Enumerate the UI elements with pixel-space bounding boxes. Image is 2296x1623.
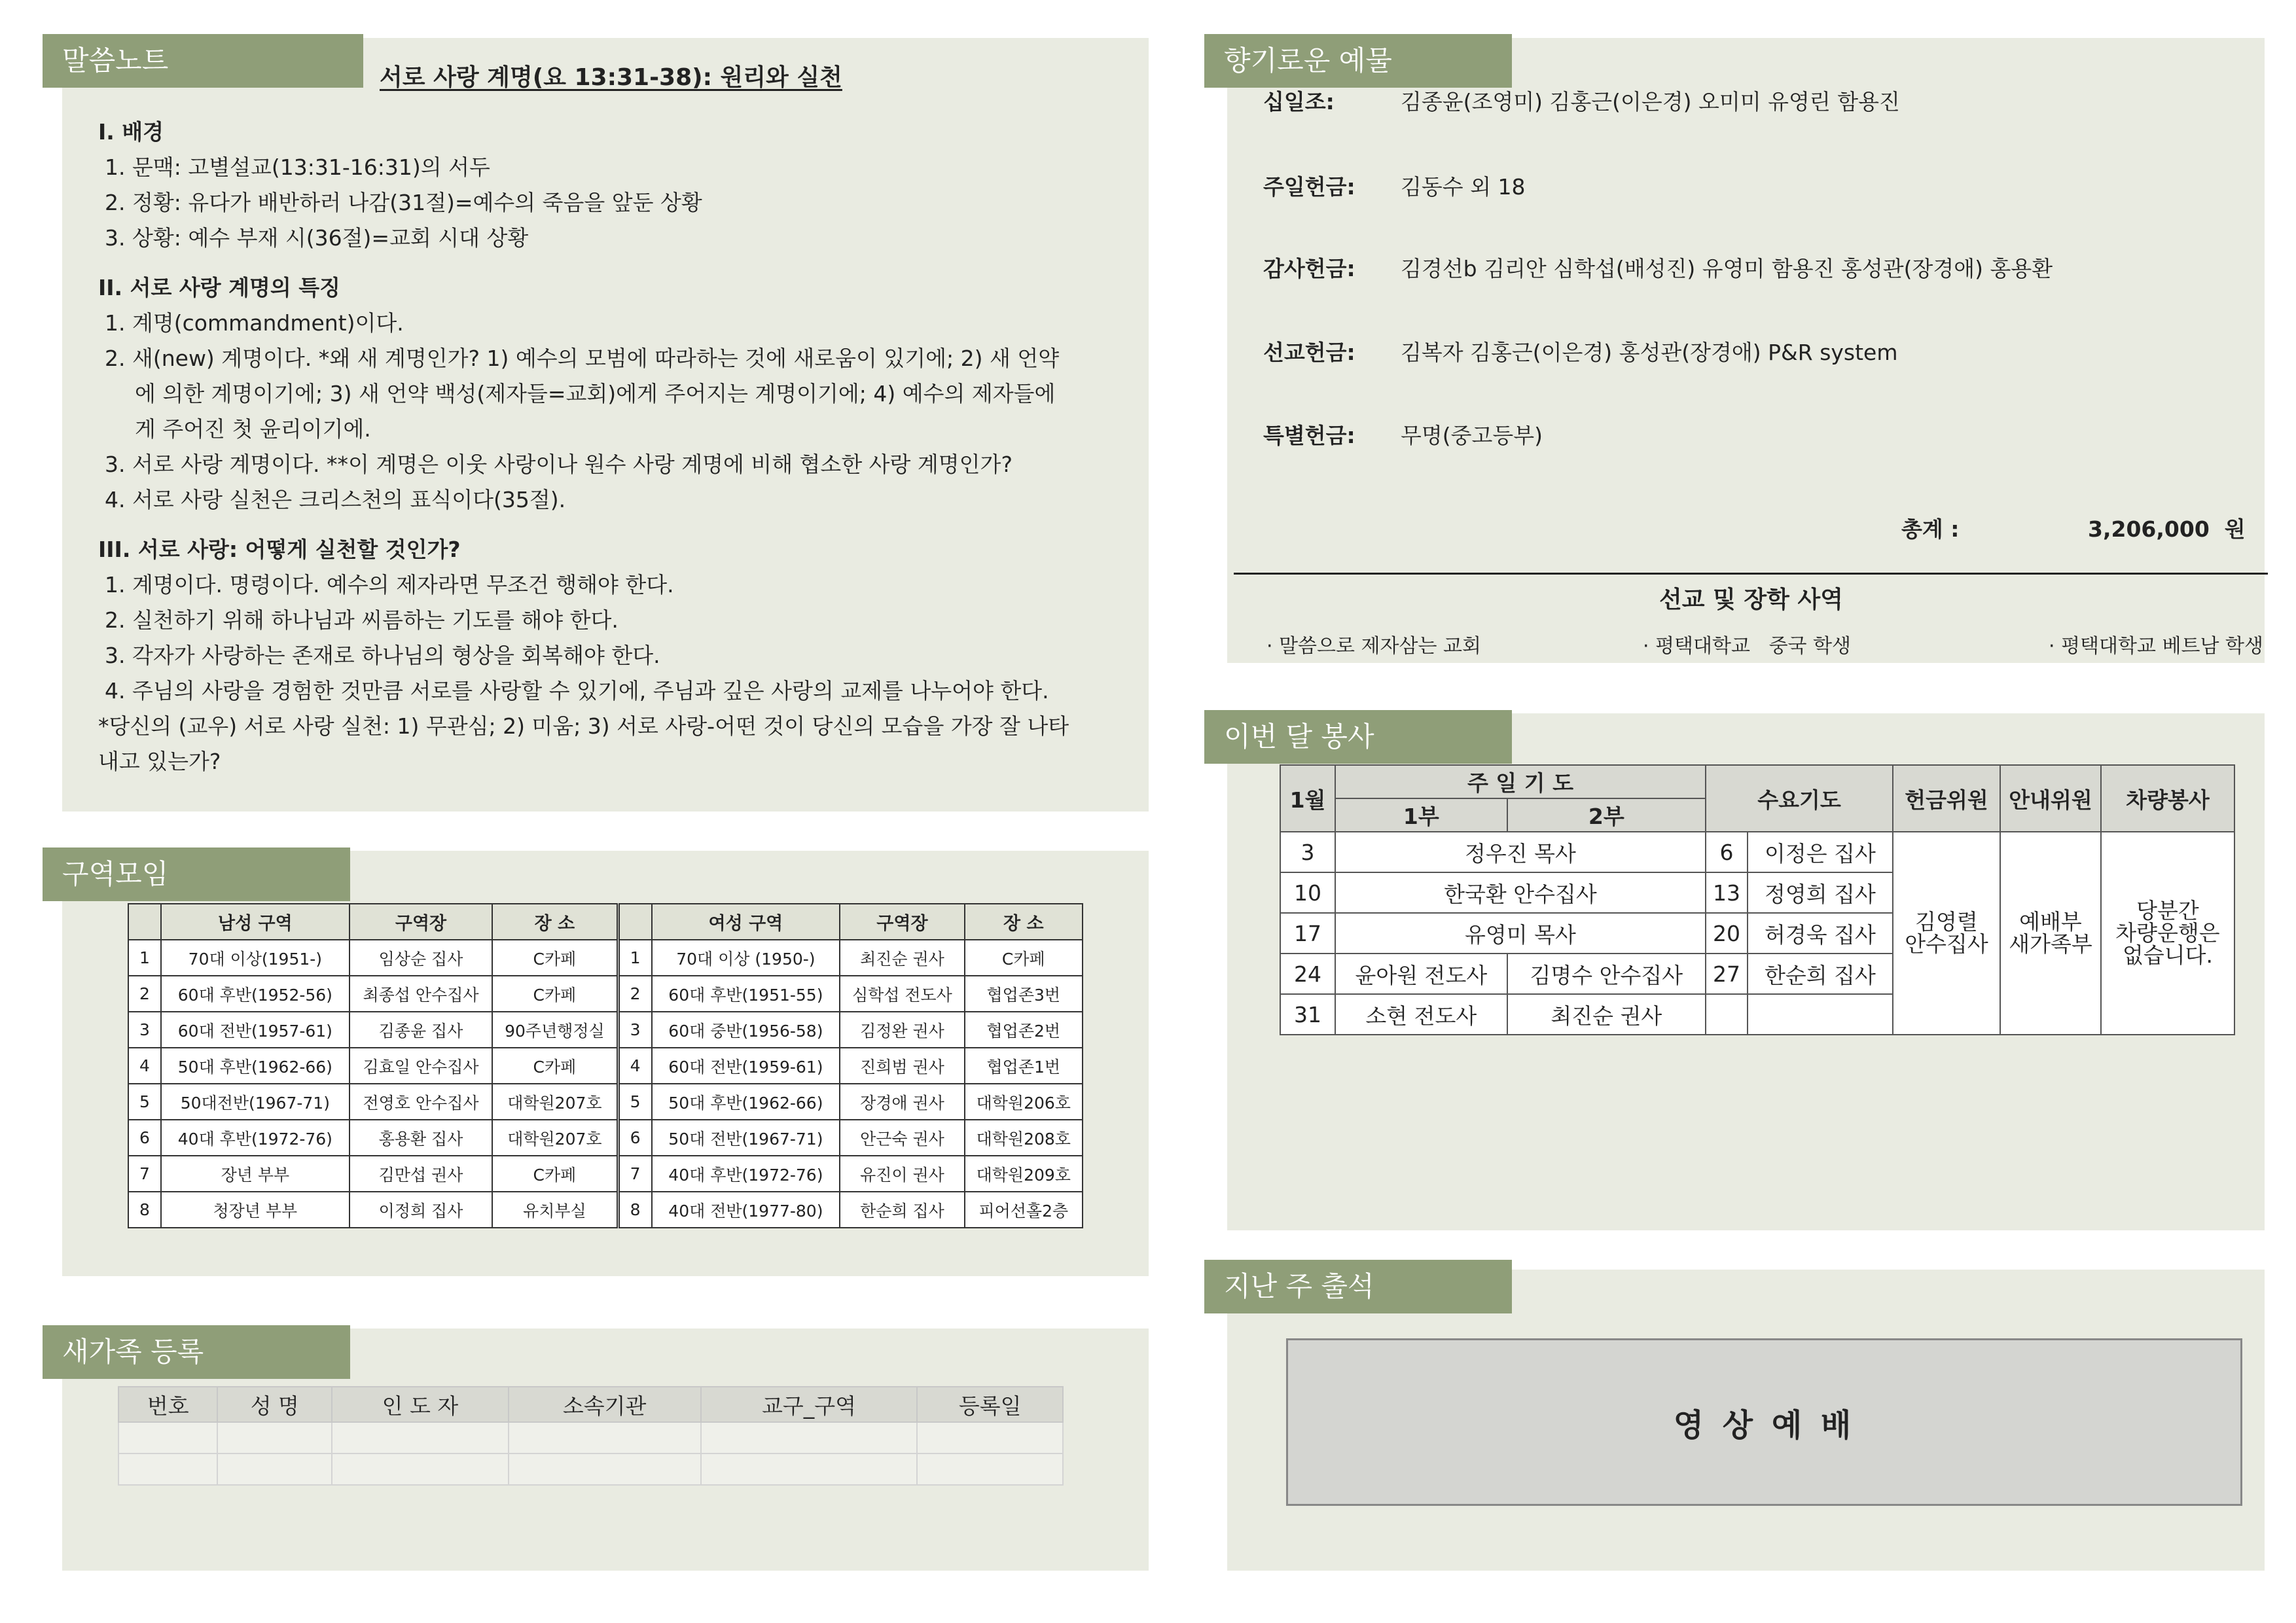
sermon-item: 3. 서로 사랑 계명이다. **이 계명은 이웃 사랑이나 원수 사랑 계명에 비해 협소한 사랑 계명인가?	[105, 452, 1013, 477]
total-value: 3,206,000 원	[2088, 516, 2246, 542]
table-row: 6 40대 후반(1972-76) 홍용환 집사 대학원207호 6 50대 전반(1967-71) 안근숙 권사 대학원208호	[128, 1120, 1083, 1156]
col-name: 성 명	[217, 1387, 332, 1422]
total-label: 총계 :	[1901, 516, 1960, 542]
col-place: 장 소	[492, 904, 618, 940]
divider	[1234, 573, 2268, 575]
sermon-note-header: 말씀노트	[43, 34, 363, 88]
sermon-item: 1. 계명이다. 명령이다. 예수의 제자라면 무조건 행해야 한다.	[105, 572, 674, 597]
col-reg-date: 등록일	[917, 1387, 1063, 1422]
section-heading: I. 배경	[98, 119, 164, 145]
part1-header: 1부	[1335, 798, 1507, 832]
sermon-item: 2. 새(new) 계명이다. *왜 새 계명인가? 1) 예수의 모범에 따라하는 것에 새로움이 있기에; 2) 새 언약에 의한 계명이기에; 3) 새 언약 백성(제자들=교회)에게 주어지는 계명이기에; 4) 예수의 제자들에게 주어진 첫 윤리이기에.	[105, 346, 1060, 442]
table-row: 2 60대 후반(1952-56) 최종섭 안수집사 C카페 2 60대 후반(1951-55) 심학섭 전도사 협업존3번	[128, 976, 1083, 1012]
mission-title: 선교 및 장학 사역	[1659, 586, 1844, 613]
section-heading: II. 서로 사랑 계명의 특징	[98, 275, 340, 300]
table-row: 4 50대 후반(1962-66) 김효일 안수집사 C카페 4 60대 전반(1959-61) 진희범 권사 협업존1번	[128, 1048, 1083, 1084]
month-cell: 1월	[1280, 765, 1335, 832]
offering-row: 감사헌금: 김경선b 김리안 심학섭(배성진) 유영미 함용진 홍성관(장경애) 홍용환	[1263, 256, 2053, 281]
col-guide: 인 도 자	[332, 1387, 509, 1422]
table-row	[118, 1422, 1063, 1454]
table-row: 1 70대 이상(1951-) 임상순 집사 C카페 1 70대 이상 (1950-) 최진순 권사 C카페	[128, 940, 1083, 976]
offering-row: 십일조: 김종윤(조영미) 김홍근(이은경) 오미미 유영린 함용진	[1263, 89, 1900, 115]
groups-table	[128, 903, 1083, 1228]
newcomers-header: 새가족 등록	[43, 1325, 350, 1379]
sermon-question: *당신의 (교우) 서로 사랑 실천: 1) 무관심; 2) 미움; 3) 서로 사랑-어떤 것이 당신의 모습을 가장 잘 나타내고 있는가?	[98, 713, 1069, 774]
table-row: 17 유영미 목사 20 허경욱 집사	[1280, 913, 2234, 954]
mission-item: · 말씀으로 제자삼는 교회	[1266, 635, 1481, 658]
newcomers-table	[118, 1386, 1064, 1486]
col-number: 번호	[118, 1387, 217, 1422]
mission-item: · 평택대학교 중국 학생	[1643, 635, 1852, 658]
offering-person: 김영렬 안수집사	[1893, 832, 2000, 1035]
table-row: 24 윤아원 전도사 김명수 안수집사 27 한순희 집사	[1280, 954, 2234, 994]
table-row: 7 장년 부부 김만섭 권사 C카페 7 40대 후반(1972-76) 유진이 권사 대학원209호	[128, 1156, 1083, 1192]
col-female-group: 여성 구역	[652, 904, 840, 940]
offering-row: 특별헌금: 무명(중고등부)	[1263, 423, 1543, 448]
sermon-item: 2. 실천하기 위해 하나님과 씨름하는 기도를 해야 한다.	[105, 607, 619, 633]
video-worship-box	[1286, 1338, 2242, 1506]
sermon-item: 3. 각자가 사랑하는 존재로 하나님의 형상을 회복해야 한다.	[105, 643, 660, 668]
table-row: 3 정우진 목사 6 이정은 집사 김영렬 안수집사 예배부 새가족부 당분간 차량운행은 없습니다.	[1280, 832, 2234, 872]
sermon-item: 1. 문맥: 고별설교(13:31-16:31)의 서두	[105, 154, 490, 180]
col-male-group: 남성 구역	[161, 904, 350, 940]
sermon-item: 2. 정황: 유다가 배반하러 나감(31절)=예수의 죽음을 앞둔 상황	[105, 190, 702, 215]
table-row: 5 50대전반(1967-71) 전영호 안수집사 대학원207호 5 50대 후반(1962-66) 장경애 권사 대학원206호	[128, 1084, 1083, 1120]
sermon-body	[98, 115, 1073, 779]
service-table	[1280, 764, 2235, 1035]
usher-header: 안내위원	[2000, 765, 2101, 832]
table-row: 8 청장년 부부 이정희 집사 유치부실 8 40대 전반(1977-80) 한순희 집사 피어선홀2층	[128, 1192, 1083, 1228]
table-row: 3 60대 전반(1957-61) 김종윤 집사 90주년행정실 3 60대 중반(1956-58) 김정완 권사 협업존2번	[128, 1012, 1083, 1048]
wednesday-prayer-header: 수요기도	[1706, 765, 1893, 832]
groups-header: 구역모임	[43, 847, 350, 901]
offerings-header: 향기로운 예물	[1204, 34, 1512, 88]
parking-note: 당분간 차량운행은 없습니다.	[2101, 832, 2234, 1035]
parking-header: 차량봉사	[2101, 765, 2234, 832]
part2-header: 2부	[1507, 798, 1706, 832]
service-header: 이번 달 봉사	[1204, 710, 1512, 764]
sermon-item: 4. 서로 사랑 실천은 크리스천의 표식이다(35절).	[105, 487, 566, 512]
sunday-prayer-header: 주 일 기 도	[1335, 765, 1706, 798]
table-row: 31 소현 전도사 최진순 권사	[1280, 994, 2234, 1035]
usher-person: 예배부 새가족부	[2000, 832, 2101, 1035]
mission-item: · 평택대학교 베트남 학생	[2049, 635, 2263, 658]
col-affiliation: 소속기관	[509, 1387, 701, 1422]
sermon-title: 서로 사랑 계명(요 13:31-38): 원리와 실천	[380, 64, 842, 91]
offering-committee-header: 헌금위원	[1893, 765, 2000, 832]
col-leader: 구역장	[350, 904, 493, 940]
col-district: 교구_구역	[701, 1387, 918, 1422]
video-worship-text: 영 상 예 배	[1673, 1406, 1856, 1444]
attendance-header: 지난 주 출석	[1204, 1260, 1512, 1313]
section-heading: III. 서로 사랑: 어떻게 실천할 것인가?	[98, 537, 461, 562]
offering-row: 선교헌금: 김복자 김홍근(이은경) 홍성관(장경애) P&R system	[1263, 340, 1898, 365]
sermon-item: 3. 상황: 예수 부재 시(36절)=교회 시대 상황	[105, 225, 529, 251]
table-row: 10 한국환 안수집사 13 정영희 집사	[1280, 872, 2234, 913]
sermon-item: 1. 계명(commandment)이다.	[105, 310, 404, 336]
col-place: 장 소	[965, 904, 1083, 940]
offering-row: 주일헌금: 김동수 외 18	[1263, 174, 1526, 200]
col-leader: 구역장	[840, 904, 964, 940]
table-row	[118, 1454, 1063, 1485]
sermon-item: 4. 주님의 사랑을 경험한 것만큼 서로를 사랑할 수 있기에, 주님과 깊은 사랑의 교제를 나누어야 한다.	[105, 678, 1049, 704]
